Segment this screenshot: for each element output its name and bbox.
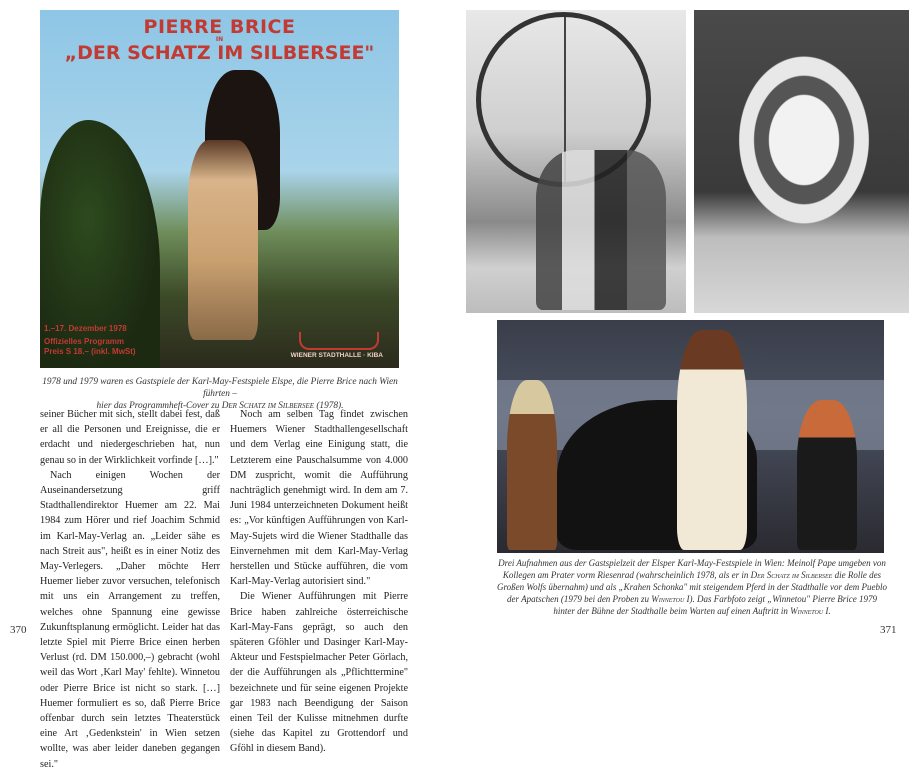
- caption-text: hier das Programmheft-Cover zu: [96, 401, 222, 411]
- paragraph: Die Wiener Aufführungen mit Pierre Brice haben zahlreiche österreichische Karl-May-Fans geprägt, so auch den späteren Gföhler und Dasinger Karl-May-Akteur und Festspielmacher Peter Görlach, der die Aufführungen als „Pflichttermine" bezeichnete und für seine eigenen Projekte gar 1983 nach Beendigung der Saison einen Teil der Kulisse mitnehmen durfte (siehe das Kapitel zu Grottendorf und Gföhl in diesem Band).: [230, 591, 408, 755]
- paragraph: seiner Bücher mit sich, stellt dabei fest, daß er all die Personen und Ereignisse, die er erdacht und niedergeschrieben hat, nun genau so in der Wirklichkeit vorfinde […].": [40, 409, 220, 466]
- caption-title: Winnetou I: [651, 594, 690, 604]
- poster-title-1: PIERRE BRICE: [143, 16, 296, 38]
- poster-program: Offizielles Programm: [44, 337, 125, 346]
- color-backstage-photo: [497, 320, 884, 553]
- poster-dates: 1.–17. Dezember 1978: [44, 324, 127, 333]
- caption-text: Drei Aufnahmen aus der Gastspielzeit der Elsper Karl-May-Festspiele in Wien: Meinolf Pape umgeben von Kollegen am Prater vorm Riesenrad (wahrscheinlich 1978, als er in: [498, 558, 886, 580]
- caption-text: .: [828, 606, 831, 616]
- right-caption: [497, 557, 887, 617]
- poster-title-2: „DER SCHATZ IM SILBERSEE": [64, 42, 375, 64]
- caption-text: (1978).: [314, 401, 344, 411]
- poster-photo: [40, 10, 399, 368]
- actor-image: [507, 380, 557, 550]
- caption-text: ). Das Farbfoto zeigt „Winnetou" Pierre Brice 1979 hinter der Bühne der Stadthalle beim Warten auf einen Auftritt in: [553, 594, 877, 616]
- caption-title: Der Schatz im Silbersee: [750, 570, 833, 580]
- people-image: [536, 150, 666, 310]
- ferris-wheel-photo: [466, 10, 686, 313]
- caption-line: 1978 und 1979 waren es Gastspiele der Karl-May-Festspiele Elspe, die Pierre Brice nach Wien führten –: [42, 377, 398, 399]
- caption-title: Der Schatz im Silbersee: [221, 401, 315, 411]
- paragraph: Nach einigen Wochen der Auseinandersetzung griff Stadthallendirektor Huemer am 22. Mai 1984 zum Hörer und rief Joachim Schmid im Karl-May-Verlag an. „Leider sähe es nach Streit aus", heißt es in einer Notiz des May-Verlegers. „Daher möchte Herr Huemer lieber zuvor versuchen, telefonisch mit uns ein Arrangement zu treffen, welches ohne Spannung eine gewisse Zukunftsplanung ermöglicht. Leider hat das letzte Spiel mit Pierre Brice einen herben Verlust (rd. DM 150.000,–) gebracht (wohl weil das Wort ‚Karl May' fehlte). Winnetou oder Pierre Brice ist nicht so stark. […] Huemer formuliert es so, daß Pierre Brice offenbar durch sein letztes Theaterstück eine Art ‚Gedenkstein' in Wien setzen wollte, was aber leider daneben gegangen sei.": [40, 469, 220, 770]
- page-number-left: 370: [10, 624, 27, 636]
- rider-image: [188, 140, 258, 340]
- caption-text: die Rolle des Großen Wolfs übernahm) und als „Krahen Schonka" mit steigendem Pferd in der Stadthalle vor dem Pueblo der Apatschen (1979 bei den Proben zu: [497, 570, 887, 604]
- caption-title: Winnetou I: [790, 606, 829, 616]
- rearing-horse-photo: [694, 10, 909, 313]
- text-column-1: [40, 407, 220, 772]
- stadthalle-logo-mark: [299, 332, 379, 350]
- poster-logo-text: WIENER STADTHALLE · KIBA: [290, 352, 383, 359]
- text-column-2: [230, 407, 408, 757]
- winnetou-image: [677, 330, 747, 550]
- poster-info: [44, 324, 136, 357]
- poster-title-in: IN: [215, 36, 224, 43]
- paragraph: Noch am selben Tag findet zwischen Huemers Wiener Stadthallengesellschaft und dem Verlag eine Einigung statt, die Letzterem eine Pauschalsumme von 4.000 DM zuspricht, womit die Aufführung nachträglich genehmigt wird. In dem am 7. Juni 1984 unterzeichneten Dokument heißt es: „Vor künftigen Aufführungen von Karl-May-Sujets wird die Wiener Stadthalle das Einvernehmen mit dem Karl-May-Verlag herstellen und Stücke aufführen, die vom Karl-May-Verlag autorisiert sind.": [230, 409, 408, 588]
- rearing-horse-image: [734, 50, 874, 230]
- poster-price: Preis S 18.– (inkl. MwSt): [44, 347, 136, 356]
- actor-image: [797, 400, 857, 550]
- page-number-right: 371: [880, 624, 897, 636]
